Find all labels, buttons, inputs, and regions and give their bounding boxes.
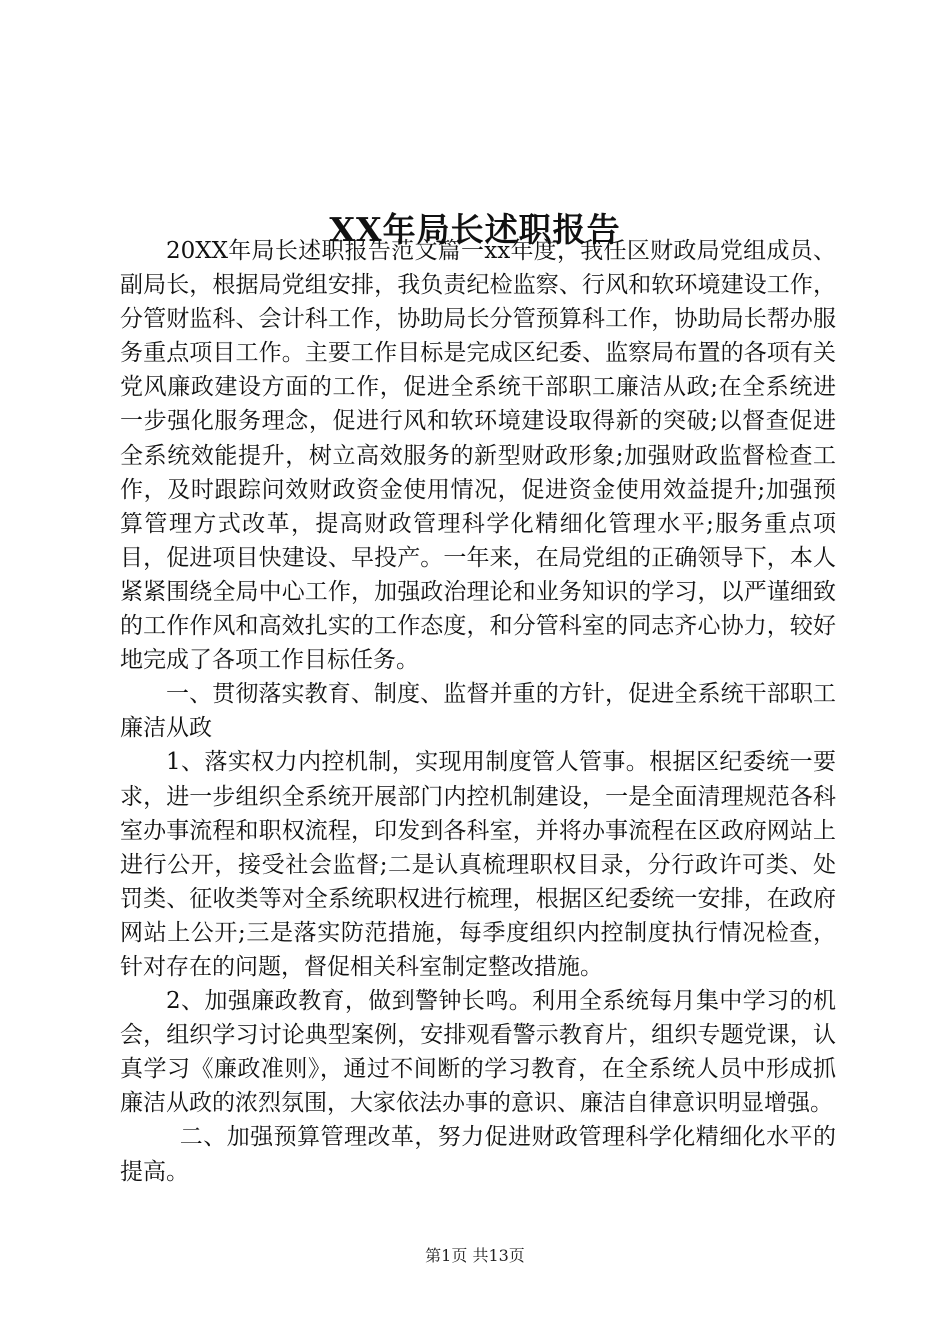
section-heading-1: 一、贯彻落实教育、制度、监督并重的方针，促进全系统干部职工廉洁从政 [120, 681, 836, 742]
document-body [120, 234, 836, 1189]
page-number: 第1页 共13页 [425, 1246, 525, 1265]
item-1-paragraph: 1、落实权力内控机制，实现用制度管人管事。根据区纪委统一要求，进一步组织全系统开展部门内控机制建设，一是全面清理规范各科室办事流程和职权流程，印发到各科室，并将办事流程在区政府网站上进行公开，接受社会监督;二是认真梳理职权目录，分行政许可类、处罚类、征收类等对全系统职权进行梳理，根据区纪委统一安排，在政府网站上公开;三是落实防范措施，每季度组织内控制度执行情况检查，针对存在的问题，督促相关科室制定整改措施。 [120, 749, 836, 980]
document-title: XX年局长述职报告 [329, 210, 621, 250]
item-2-paragraph: 2、加强廉政教育，做到警钟长鸣。利用全系统每月集中学习的机会，组织学习讨论典型案例，安排观看警示教育片，组织专题党课，认真学习《廉政准则》，通过不间断的学习教育，在全系统人员中形成抓廉洁从政的浓烈氛围，大家依法办事的意识、廉洁自律意识明显增强。 [120, 988, 836, 1117]
intro-paragraph: 20XX年局长述职报告范文篇一xx年度，我任区财政局党组成员、副局长，根据局党组安排，我负责纪检监察、行风和软环境建设工作，分管财监科、会计科工作，协助局长分管预算科工作，协助局长帮办服务重点项目工作。主要工作目标是完成区纪委、监察局布置的各项有关党风廉政建设方面的工作，促进全系统干部职工廉洁从政;在全系统进一步强化服务理念，促进行风和软环境建设取得新的突破;以督查促进全系统效能提升，树立高效服务的新型财政形象;加强财政监督检查工作，及时跟踪问效财政资金使用情况，促进资金使用效益提升;加强预算管理方式改革，提高财政管理科学化精细化管理水平;服务重点项目，促进项目快建设、早投产。一年来，在局党组的正确领导下，本人紧紧围绕全局中心工作，加强政治理论和业务知识的学习，以严谨细致的工作作风和高效扎实的工作态度，和分管科室的同志齐心协力，较好地完成了各项工作目标任务。 [120, 238, 836, 674]
section-heading-2: 二、加强预算管理改革，努力促进财政管理科学化精细化水平的提高。 [120, 1124, 836, 1185]
